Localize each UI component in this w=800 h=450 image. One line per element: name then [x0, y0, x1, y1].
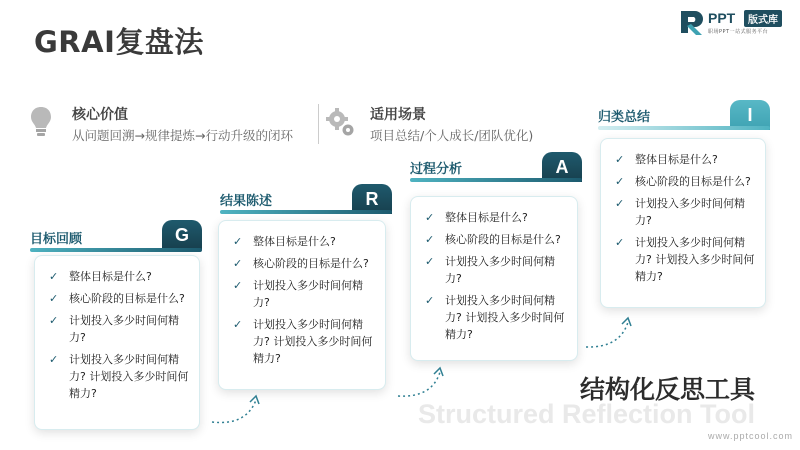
curved-arrow-icon	[584, 314, 640, 352]
stage-g-card	[34, 255, 200, 430]
bulb-icon	[30, 106, 52, 138]
list-item: ✓ 计划投入多少时间何精力?	[425, 255, 555, 285]
stage-i-letter: I	[730, 100, 770, 130]
stage-g-bar	[30, 248, 202, 252]
slogan: 结构化反思工具	[580, 375, 756, 404]
stage-i-card	[600, 138, 766, 308]
stage-i-bar	[598, 126, 770, 130]
stage-a-letter: A	[542, 152, 582, 182]
list-item: ✓ 核心阶段的目标是什么?	[49, 292, 185, 305]
watermark-text: Structured Reflection Tool	[418, 399, 756, 429]
list-item: ✓ 整体目标是什么?	[615, 153, 718, 166]
page-title: GRAI复盘法	[34, 25, 204, 59]
scene-heading: 适用场景	[370, 107, 426, 123]
site-url: www.pptcool.com	[708, 431, 794, 441]
info-divider	[318, 104, 319, 144]
list-item: ✓ 核心阶段的目标是什么?	[233, 257, 369, 270]
list-item: ✓ 计划投入多少时间何精力? 计划投入多少时间何精力?	[233, 318, 373, 365]
stage-a-label: 过程分析	[410, 162, 463, 177]
list-item: ✓ 整体目标是什么?	[49, 270, 152, 283]
stage-g-letter: G	[162, 220, 202, 250]
curved-arrow-icon	[210, 392, 266, 428]
list-item: ✓ 计划投入多少时间何精力?	[615, 197, 745, 227]
stage-g-label: 目标回顾	[30, 232, 83, 247]
brand-logo	[678, 8, 794, 38]
stage-r-bar	[220, 210, 392, 214]
core-value-text: 从问题回溯→规律提炼→行动升级的闭环	[72, 128, 293, 143]
core-value-heading: 核心价值	[72, 107, 128, 123]
logo-brand: PPT	[708, 10, 736, 26]
stage-r-label: 结果陈述	[220, 194, 273, 209]
list-item: ✓ 计划投入多少时间何精力?	[49, 314, 179, 344]
list-item: ✓ 计划投入多少时间何精力? 计划投入多少时间何精力?	[615, 236, 755, 283]
logo-tagline: 职场PPT一站式服务平台	[708, 29, 769, 35]
curved-arrow-icon	[396, 364, 452, 400]
list-item: ✓ 整体目标是什么?	[233, 235, 336, 248]
logo-mark-icon	[678, 8, 706, 36]
list-item: ✓ 计划投入多少时间何精力? 计划投入多少时间何精力?	[425, 294, 565, 341]
list-item: ✓ 计划投入多少时间何精力?	[233, 279, 363, 309]
stage-a-card	[410, 196, 578, 361]
core-value-block	[30, 104, 320, 148]
logo-badge: 版式库	[744, 10, 782, 27]
stage-i-label: 归类总结	[598, 110, 651, 125]
gears-icon	[326, 106, 356, 138]
stage-r-letter: R	[352, 184, 392, 214]
scene-text: 项目总结/个人成长/团队优化)	[370, 128, 534, 143]
list-item: ✓ 核心阶段的目标是什么?	[615, 175, 751, 188]
scene-block	[326, 104, 586, 148]
stage-r-card	[218, 220, 386, 390]
list-item: ✓ 整体目标是什么?	[425, 211, 528, 224]
list-item: ✓ 核心阶段的目标是什么?	[425, 233, 561, 246]
list-item: ✓ 计划投入多少时间何精力? 计划投入多少时间何精力?	[49, 353, 189, 400]
stage-a-bar	[410, 178, 582, 182]
